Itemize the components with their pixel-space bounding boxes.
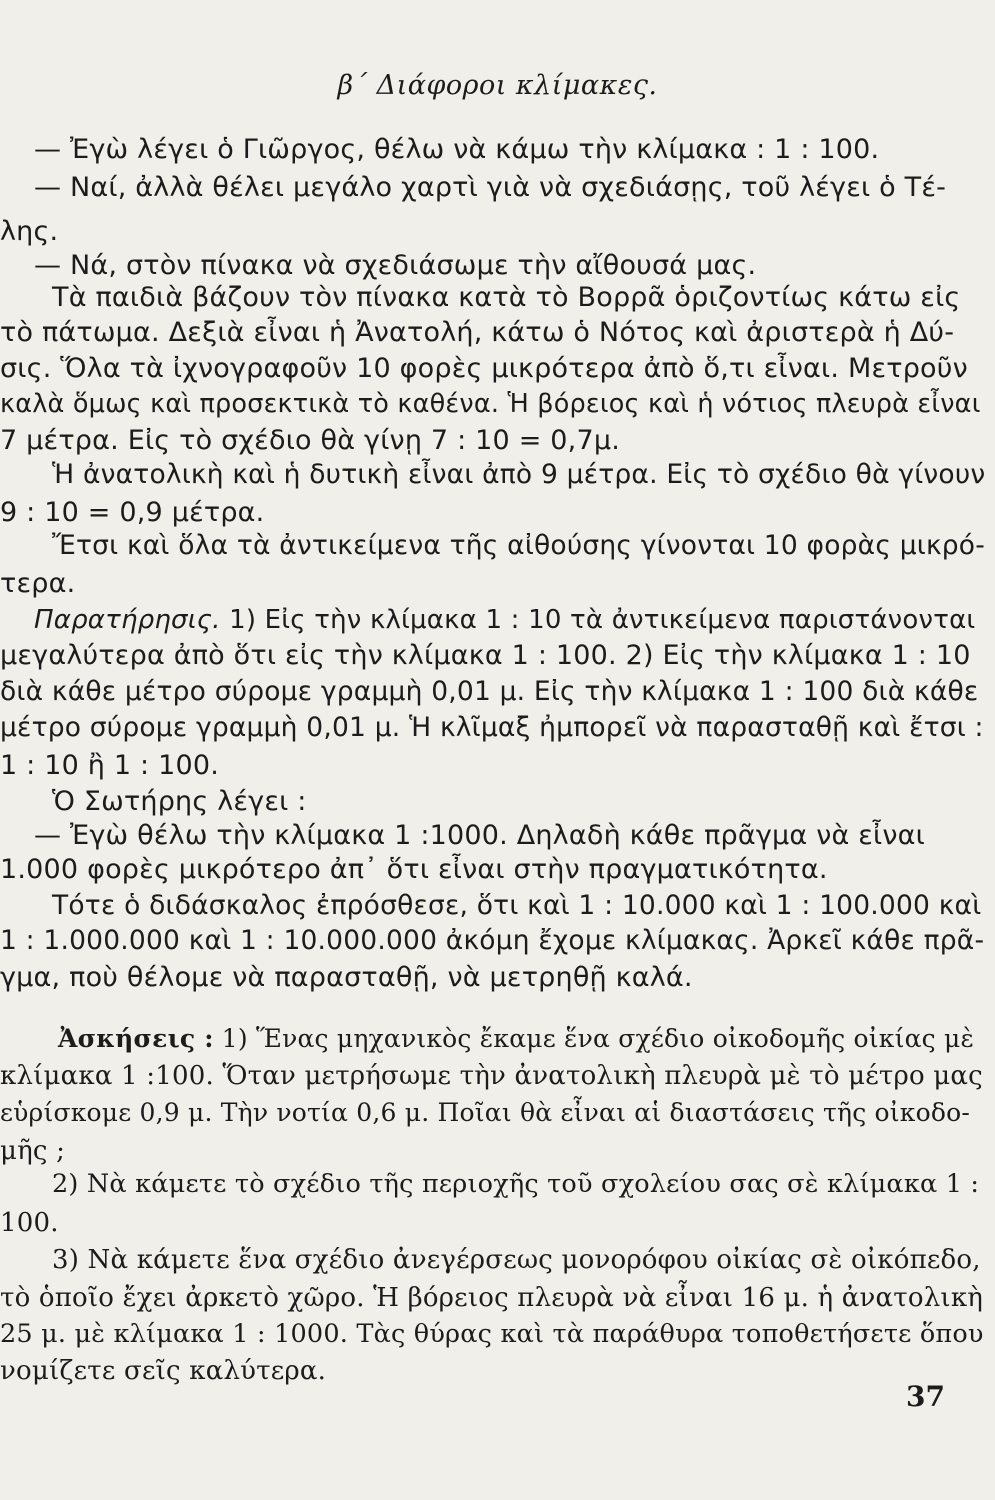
page-number: 37	[906, 1380, 945, 1413]
exercise-line: εὑρίσκομε 0,9 μ. Τὴν νοτία 0,6 μ. Ποῖαι θὰ εἶναι αἱ διαστάσεις τῆς οἰκοδο-	[0, 1098, 971, 1127]
text-line: 1 : 10 ἢ 1 : 100.	[0, 750, 220, 781]
text-line: γμα, ποὺ θέλομε νὰ παρασταθῇ, νὰ μετρηθῇ καλά.	[0, 962, 693, 993]
text-line: 1.000 φορὲς μικρότερο ἀπ᾿ ὅτι εἶναι στὴν πραγματικότητα.	[0, 854, 828, 885]
text-line: — Ἐγὼ θέλω τὴν κλίμακα 1 :1000. Δηλαδὴ κάθε πρᾶγμα νὰ εἶναι	[34, 820, 926, 851]
text-line: τὸ πάτωμα. Δεξιὰ εἶναι ἡ Ἀνατολή, κάτω ὁ Νότος καὶ ἀριστερὰ ἡ Δύ-	[0, 317, 955, 348]
text-line: Ἡ ἀνατολικὴ καὶ ἡ δυτικὴ εἶναι ἀπὸ 9 μέτρα. Εἰς τὸ σχέδιο θὰ γίνουν	[52, 459, 986, 490]
exercise-line: κλίμακα 1 :100. Ὅταν μετρήσωμε τὴν ἀνατολικὴ πλευρὰ μὲ τὸ μέτρο μας	[0, 1061, 983, 1091]
text-line: — Ἐγὼ λέγει ὁ Γιῶργος, θέλω νὰ κάμω τὴν κλίμακα : 1 : 100.	[34, 134, 880, 165]
text-line: — Ναί, ἀλλὰ θέλει μεγάλο χαρτὶ γιὰ νὰ σχεδιάσῃς, τοῦ λέγει ὁ Τέ-	[34, 172, 947, 203]
text-line: λης.	[0, 216, 59, 247]
exercise-line: 2) Νὰ κάμετε τὸ σχέδιο τῆς περιοχῆς τοῦ σχολείου σας σὲ κλίμακα 1 :	[52, 1169, 980, 1199]
note-line	[34, 604, 975, 636]
exercise-line: τὸ ὁποῖο ἔχει ἀρκετὸ χῶρο. Ἡ βόρειος πλευρὰ νὰ εἶναι 16 μ. ἡ ἀνατολικὴ	[0, 1283, 984, 1313]
exercise-line: μῆς ;	[0, 1136, 66, 1166]
text-line: 1 : 1.000.000 καὶ 1 : 10.000.000 ἀκόμη ἔχομε κλίμακας. Ἀρκεῖ κάθε πρᾶ-	[0, 925, 985, 956]
text-line: σις. Ὅλα τὰ ἰχνογραφοῦν 10 φορὲς μικρότερα ἀπὸ ὅ,τι εἶναι. Μετροῦν	[0, 353, 968, 384]
text-line: μεγαλύτερα ἀπὸ ὅτι εἰς τὴν κλίμακα 1 : 100. 2) Εἰς τὴν κλίμακα 1 : 10	[0, 640, 971, 671]
note-label: Παρατήρησις.	[34, 605, 221, 635]
exercise-line: νομίζετε σεῖς καλύτερα.	[0, 1356, 327, 1386]
text-line: τερα.	[0, 568, 76, 599]
text-line: 7 μέτρα. Εἰς τὸ σχέδιο θὰ γίνῃ 7 : 10 = 0,7μ.	[0, 425, 621, 456]
exercise-line: 25 μ. μὲ κλίμακα 1 : 1000. Τὰς θύρας καὶ τὰ παράθυρα τοποθετήσετε ὅπου	[0, 1319, 984, 1349]
note-text: 1) Εἰς τὴν κλίμακα 1 : 10 τὰ ἀντικείμενα παριστάνονται	[229, 605, 976, 635]
exercises-label: Ἀσκήσεις :	[58, 1024, 214, 1053]
text-line: Ὁ Σωτήρης λέγει :	[52, 786, 307, 817]
text-line: καλὰ ὅμως καὶ προσεκτικὰ τὸ καθένα. Ἡ βόρειος καὶ ἡ νότιος πλευρὰ εἶναι	[0, 389, 981, 419]
text-line: Τότε ὁ διδάσκαλος ἐπρόσθεσε, ὅτι καὶ 1 : 10.000 καὶ 1 : 100.000 καὶ	[52, 890, 982, 921]
text-line: 9 : 10 = 0,9 μέτρα.	[0, 497, 265, 528]
text-line: διὰ κάθε μέτρο σύρομε γραμμὴ 0,01 μ. Εἰς τὴν κλίμακα 1 : 100 διὰ κάθε	[0, 676, 979, 707]
exercise-line: 100.	[0, 1208, 59, 1238]
text-line: — Νά, στὸν πίνακα νὰ σχεδιάσωμε τὴν αἴθουσά μας.	[34, 250, 757, 281]
exercise-line	[58, 1023, 974, 1055]
section-title: β΄ Διάφοροι κλίμακες.	[337, 70, 658, 101]
text-line: μέτρο σύρομε γραμμὴ 0,01 μ. Ἡ κλῖμαξ ἠμπορεῖ νὰ παρασταθῇ καὶ ἔτσι :	[0, 712, 984, 743]
text-line: Τὰ παιδιὰ βάζουν τὸν πίνακα κατὰ τὸ Βορρᾶ ὁριζοντίως κάτω εἰς	[52, 282, 961, 313]
exercise-line: 3) Νὰ κάμετε ἕνα σχέδιο ἀνεγέρσεως μονορόφου οἰκίας σὲ οἰκόπεδο,	[52, 1245, 981, 1275]
exercise-text: 1) Ἕνας μηχανικὸς ἔκαμε ἕνα σχέδιο οἰκοδομῆς οἰκίας μὲ	[221, 1024, 975, 1053]
text-line: Ἔτσι καὶ ὅλα τὰ ἀντικείμενα τῆς αἰθούσης γίνονται 10 φορὰς μικρό-	[52, 530, 985, 561]
